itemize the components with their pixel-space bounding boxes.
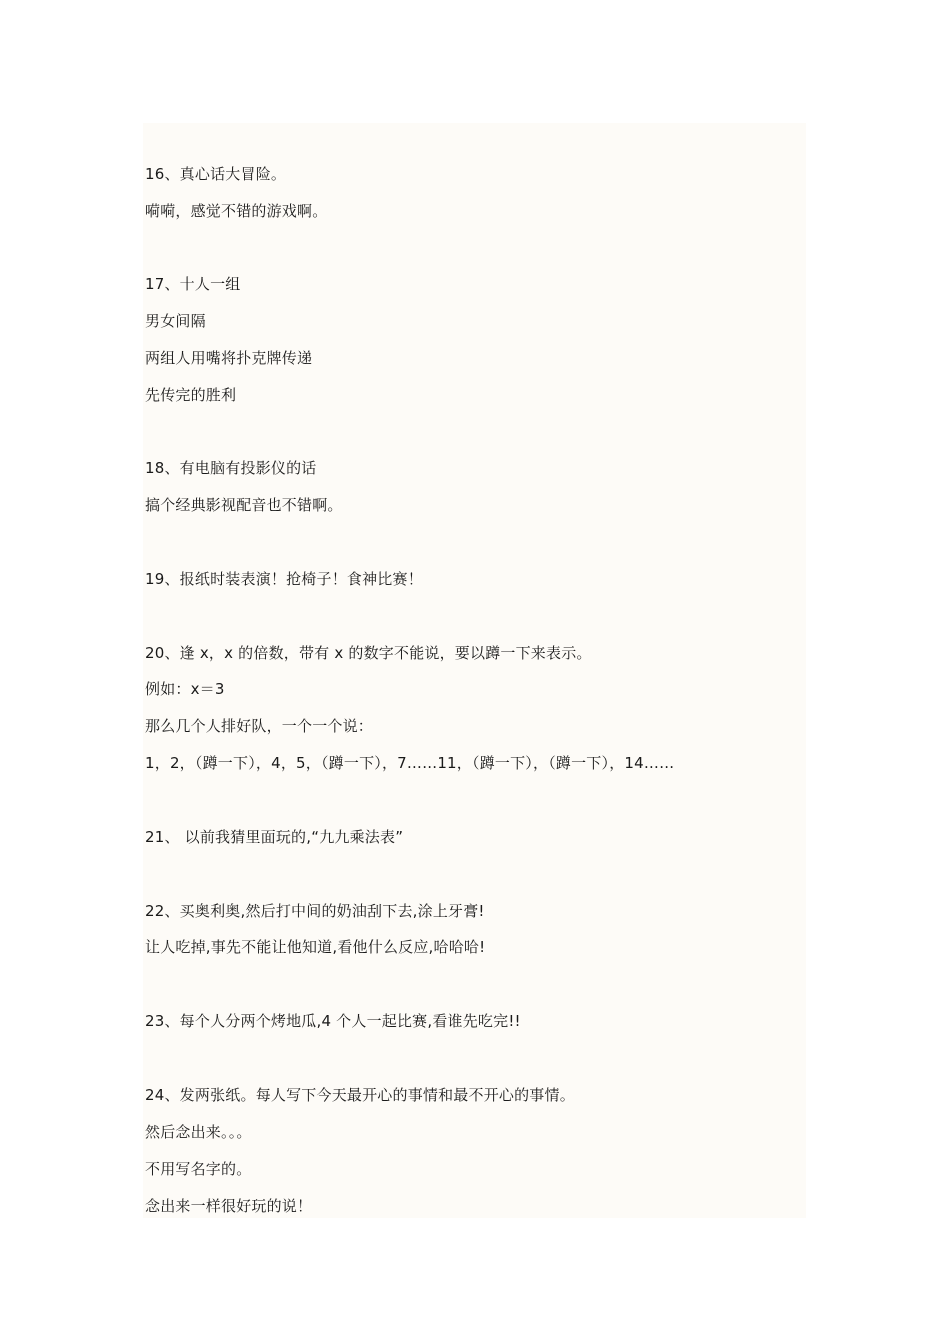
- item-24-text-2: 不用写名字的。: [145, 1160, 252, 1178]
- item-21-title: 21、 以前我猜里面玩的,“九九乘法表”: [145, 828, 404, 846]
- item-19-title: 19、报纸时装表演！抢椅子！食神比赛！: [145, 570, 423, 588]
- item-24-title: 24、发两张纸。每人写下今天最开心的事情和最不开心的事情。: [145, 1086, 575, 1104]
- document-page: [143, 123, 806, 1218]
- item-18-text: 搞个经典影视配音也不错啊。: [145, 496, 343, 514]
- item-20-text-2: 那么几个人排好队，一个一个说：: [145, 717, 374, 735]
- item-17-text-3: 先传完的胜利: [145, 386, 237, 404]
- item-16-text: 嗬嗬，感觉不错的游戏啊。: [145, 202, 328, 220]
- item-24-text-1: 然后念出来。。。: [145, 1123, 252, 1141]
- item-23-title: 23、每个人分两个烤地瓜,4 个人一起比赛,看谁先吃完!!: [145, 1012, 521, 1030]
- item-22-title: 22、买奥利奥,然后打中间的奶油刮下去,涂上牙膏!: [145, 902, 485, 920]
- item-20-text-3: 1，2，（蹲一下），4，5，（蹲一下），7……11，（蹲一下），（蹲一下），14……: [145, 754, 675, 772]
- item-24-text-3: 念出来一样很好玩的说！: [145, 1197, 313, 1215]
- item-22-text: 让人吃掉,事先不能让他知道,看他什么反应,哈哈哈!: [145, 938, 486, 956]
- item-16-title: 16、真心话大冒险。: [145, 165, 287, 183]
- item-18-title: 18、有电脑有投影仪的话: [145, 459, 317, 477]
- item-20-title: 20、逢 x，x 的倍数，带有 x 的数字不能说，要以蹲一下来表示。: [145, 644, 592, 662]
- item-17-title: 17、十人一组: [145, 275, 241, 293]
- item-17-text-1: 男女间隔: [145, 312, 206, 330]
- item-17-text-2: 两组人用嘴将扑克牌传递: [145, 349, 313, 367]
- item-20-text-1: 例如：x＝3: [145, 680, 225, 698]
